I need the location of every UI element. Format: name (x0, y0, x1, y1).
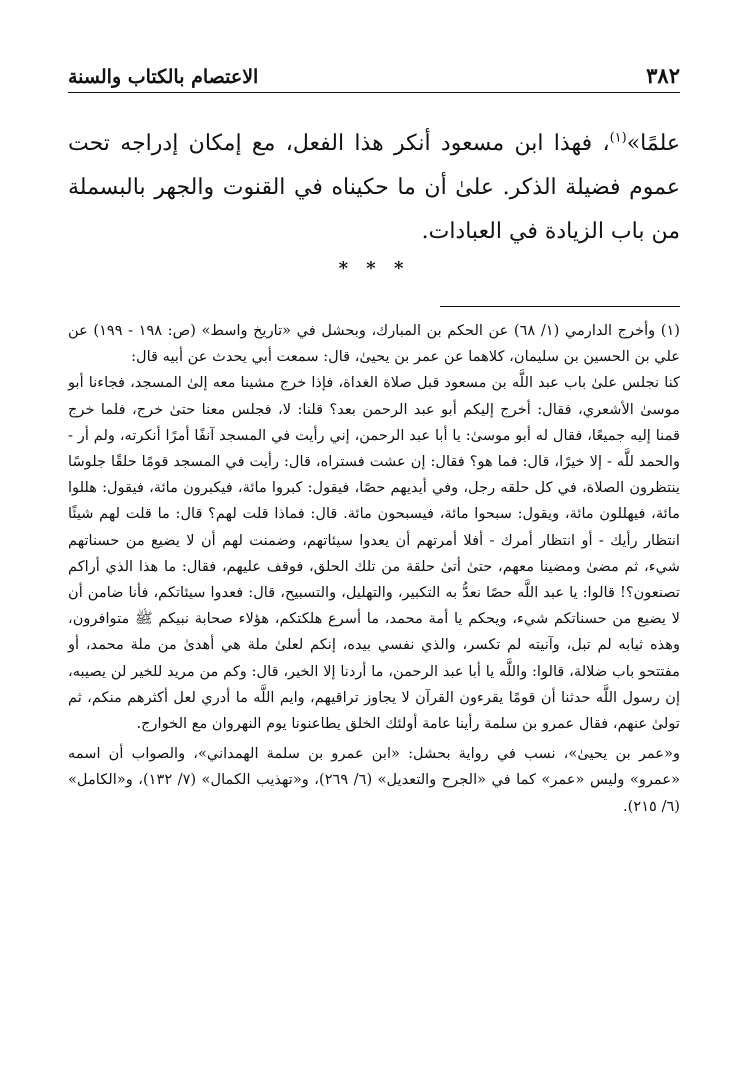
footnote-reference[interactable]: (١) (609, 130, 627, 146)
section-separator: * * * (338, 258, 410, 279)
header-divider (68, 92, 680, 93)
footnote-source: (١) وأخرج الدارمي (١/ ٦٨) عن الحكم بن المبارك، وبحشل في «تاريخ واسط» (ص: ١٩٨ - ١٩٩) عن علي بن الحسين بن سليمان، كلاهما عن عمر بن يحيىٰ، قال: سمعت أبي يحدث عن أبيه قال: (68, 322, 680, 366)
footnote-narration: كنا نجلس علىٰ باب عبد اللَّه بن مسعود قبل صلاة الغداة، فإذا خرج مشينا معه إلىٰ المسجد، فجاءنا أبو موسىٰ الأشعري، فقال: أخرج إليكم أبو عبد الرحمن بعد؟ قلنا: لا، فجلس معنا حتىٰ خرج، فلما خرج قمنا إليه جميعًا، فقال له أبو موسىٰ: يا أبا عبد الرحمن، إني رأيت في المسجد آنفًا أمرًا أنكرته، ولم أر - والحمد للَّه - إلا خيرًا، قال: فما هو؟ فقال: إن عشت فستراه، قال: رأيت في المسجد قومًا حلقًا جلوسًا ينتظرون الصلاة، في كل حلقه رجل، وفي أيديهم حصًا، فيقول: كبروا مائة، فيكبرون مائة، فيقول: هللوا مائة، فيهللون مائة، ويقول: سبحوا مائة، فيسبحون مائة. قال: فماذا قلت لهم؟ قال: ما قلت لهم شيئًا انتظار رأيك - أو انتظار أمرك - أفلا أمرتهم أن يعدوا سيئاتهم، وضمنت لهم أن لا يضيع من حسناتهم شيء، ثم مضىٰ ومضينا معهم، حتىٰ أتىٰ حلقة من تلك الحلق، فوقف عليهم، فقال: ما هذا الذي أراكم تصنعون؟! قالوا: يا عبد اللَّه حصًا نعدُّ به التكبير، والتهليل، والتسبيح، قال: فعدوا سيئاتكم، فأنا ضامن أن لا يضيع من حسناتكم شيء، ويحكم يا أمة محمد، ما أسرع هلكتكم، هؤلاء صحابة نبيكم ﷺ متوافرون، وهذه ثيابه لم تبل، وآنيته لم تكسر، والذي نفسي بيده، إنكم لعلىٰ ملة هي أهدىٰ من ملة محمد، أو مفتتحو باب ضلالة، قالوا: واللَّه يا أبا عبد الرحمن، ما أردنا إلا الخير، قال: وكم من مريد للخير لن يصيبه، إن رسول اللَّه حدثنا أن قومًا يقرءون القرآن لا يجاوز تراقيهم، وايم اللَّه ما أدري لعل أكثرهم منكم، ثم تولىٰ عنهم، فقال عمرو بن سلمة رأينا عامة أولئك الخلق يطاعنونا يوم النهروان مع الخوارج. (68, 374, 680, 733)
main-text (68, 122, 680, 254)
page-number: ٣٨٢ (646, 63, 680, 88)
text-after-ref: ، فهذا ابن مسعود أنكر هذا الفعل، مع إمكان إدراجه تحت عموم فضيلة الذكر. علىٰ أن ما حكيناه في القنوت والجهر بالبسملة من باب الزيادة في العبادات. (68, 131, 680, 244)
main-paragraph (68, 122, 680, 254)
running-title: الاعتصام بالكتاب والسنة (68, 66, 259, 88)
footnote-note: و«عمر بن يحيىٰ»، نسب في رواية بحشل: «ابن عمرو بن سلمة الهمداني»، والصواب أن اسمه «عمرو» وليس «عمر» كما في «الجرح والتعديل» (٦/ ٢٦٩)، و«تهذيب الكمال» (٧/ ١٣٢)، و«الكامل» (٦/ ٢١٥). (68, 745, 681, 815)
footnote-divider (440, 306, 680, 307)
page-header (68, 56, 680, 88)
footnotes (68, 318, 680, 820)
text-before-ref: علمًا» (626, 131, 680, 156)
